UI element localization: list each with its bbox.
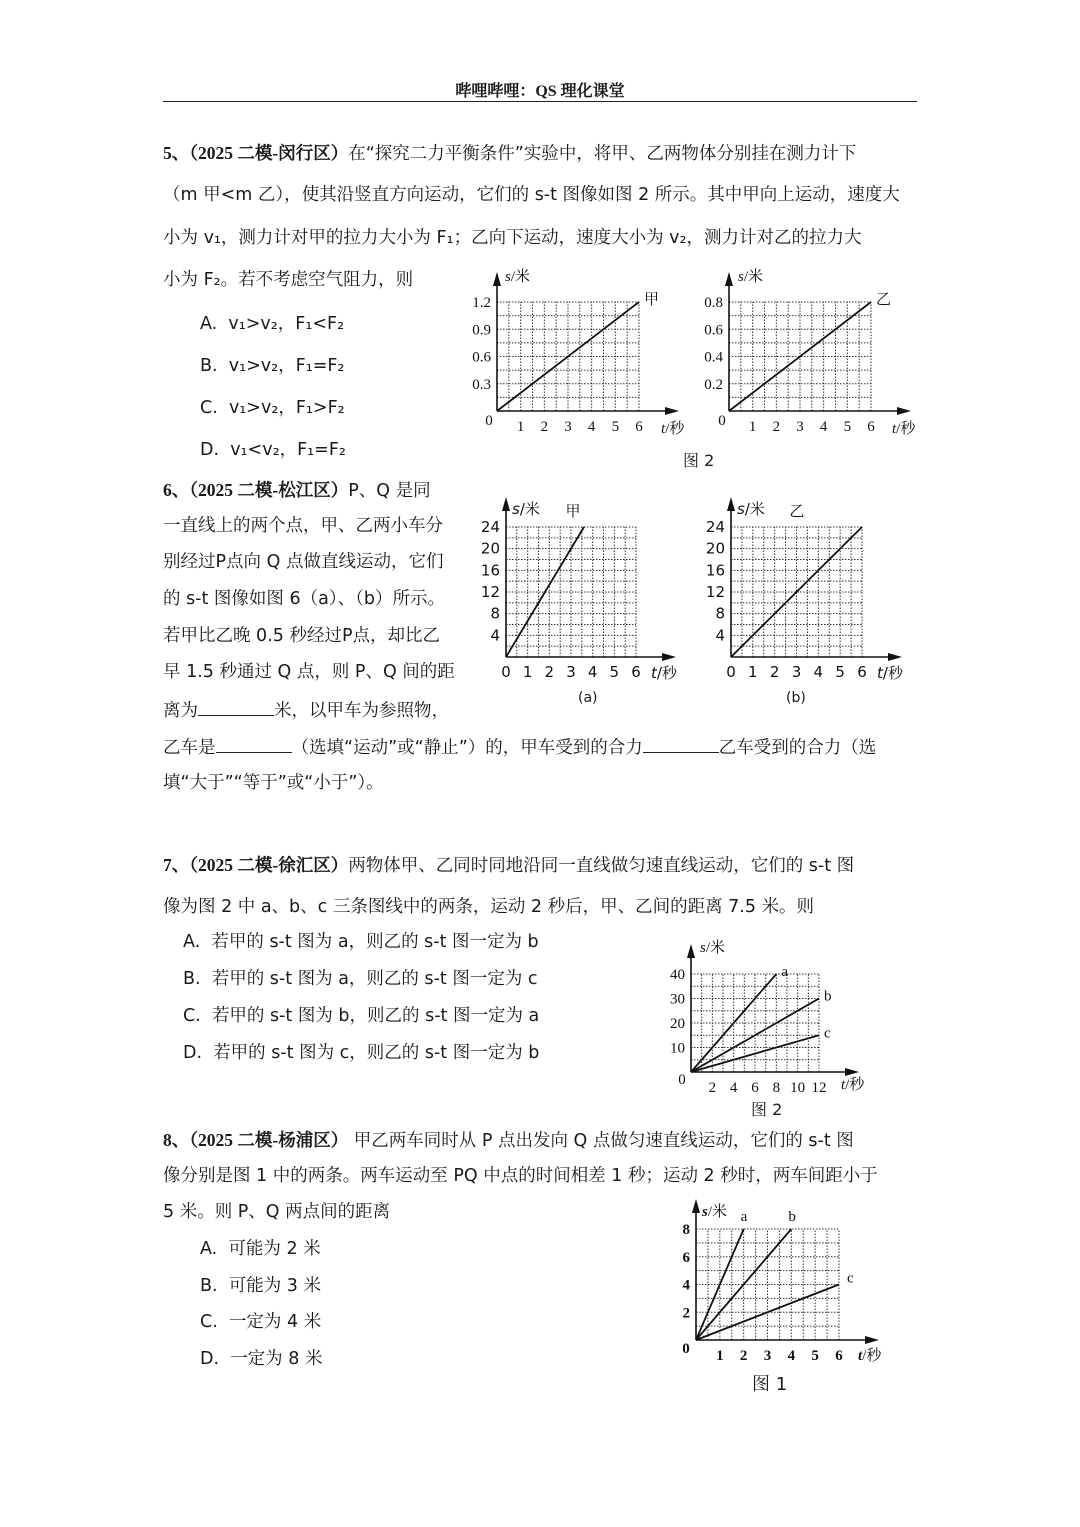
x-axis-label: t/秒 [877, 664, 903, 682]
x-tick-label: 4 [587, 663, 598, 681]
option-label: C. [200, 1312, 218, 1332]
q6-text: P、Q 是同 [348, 481, 431, 501]
x-axis-label: t/秒 [841, 1077, 865, 1093]
x-tick-label: 6 [857, 663, 867, 681]
q5-line-4: 小为 F₂。若不考虑空气阻力，则 [163, 270, 414, 290]
x-tick-label: 6 [867, 419, 875, 435]
option-text: v₁>v₂，F₁=F₂ [228, 356, 345, 376]
x-tick-label: 5 [609, 663, 620, 681]
y-tick-label: 16 [480, 561, 500, 580]
x-tick-label: 5 [835, 663, 845, 681]
x-tick-label: 1 [516, 419, 525, 435]
y-tick-label: 30 [670, 991, 685, 1008]
x-tick-label: 5 [611, 419, 620, 435]
option-label: A. [200, 314, 218, 334]
x-axis-label: t/秒 [651, 664, 677, 682]
x-axis-arrow-icon [865, 1336, 879, 1344]
q6-line-3: 别经过P点向 Q 点做直线运动，它们 [163, 552, 444, 572]
option-label: C. [183, 1006, 201, 1026]
origin-label: 0 [678, 1072, 686, 1088]
option-label: A. [183, 932, 201, 952]
x-tick-label: 3 [791, 663, 802, 681]
q6-line-4: 的 s-t 图像如图 6（a）、（b）所示。 [163, 589, 445, 609]
q6-text: 米，以甲车为参照物， [274, 701, 449, 721]
option-label: B. [200, 1276, 218, 1296]
option-text: v₁<v₂，F₁=F₂ [230, 440, 346, 460]
x-tick-label: 6 [635, 419, 643, 435]
series-label: c [824, 1025, 831, 1042]
y-tick-label: 4 [490, 626, 500, 645]
q7-line-2: 像为图 2 中 a、b、c 三条图线中的两条，运动 2 秒后，甲、乙间的距离 7.5 米。则 [163, 897, 815, 917]
q5-figure-caption: 图 2 [683, 451, 715, 470]
option-label: D. [200, 440, 220, 460]
y-tick-label: 24 [705, 518, 725, 536]
x-tick-label: 0 [726, 663, 736, 681]
y-tick-label: 0.8 [704, 295, 723, 311]
y-axis-label: s/米 [700, 940, 726, 956]
q6-line-5: 若甲比乙晚 0.5 秒经过P点，却比乙 [163, 626, 441, 646]
y-axis-label: s/米 [738, 269, 764, 285]
q6-line-6: 早 1.5 秒通过 Q 点，则 P、Q 间的距 [163, 662, 455, 682]
y-axis-label: s/米 [512, 500, 540, 518]
option-label: B. [200, 356, 218, 376]
q5-text: 在“探究二力平衡条件”实验中，将甲、乙两物体分别挂在测力计下 [348, 144, 857, 164]
option-text: 若甲的 s-t 图为 b，则乙的 s-t 图一定为 a [211, 1006, 540, 1026]
x-tick-label: 4 [819, 419, 828, 435]
q6-caption-a: (a) [578, 690, 598, 706]
x-tick-label: 5 [811, 1348, 819, 1364]
y-tick-label: 16 [705, 561, 725, 580]
option-text: 若甲的 s-t 图为 a，则乙的 s-t 图一定为 b [211, 932, 539, 952]
x-tick-label: 8 [772, 1080, 781, 1096]
option-text: 一定为 4 米 [228, 1312, 322, 1332]
x-tick-label: 10 [790, 1080, 806, 1096]
option-label: B. [183, 969, 201, 989]
x-tick-label: 1 [522, 663, 533, 681]
x-tick-label: 3 [566, 663, 576, 681]
y-tick-label: 2 [682, 1305, 690, 1322]
x-axis-label: t/秒 [892, 421, 916, 437]
y-tick-label: 12 [705, 583, 725, 601]
y-tick-label: 40 [670, 967, 685, 983]
x-tick-label: 6 [631, 663, 641, 681]
x-tick-label: 6 [751, 1080, 759, 1096]
origin-label: 0 [682, 1341, 690, 1357]
q7-text: 两物体甲、乙同时同地沿同一直线做匀速直线运动，它们的 s-t 图 [348, 856, 855, 876]
y-axis-label: s/米 [702, 1204, 728, 1220]
y-tick-label: 0.6 [472, 349, 491, 366]
q8-text: 甲乙两车同时从 P 点出发向 Q 点做匀速直线运动，它们的 s-t 图 [348, 1131, 854, 1151]
q5-number: 5、（2025 二模-闵行区） [163, 143, 349, 163]
y-tick-label: 0.9 [472, 322, 491, 339]
y-tick-label: 20 [480, 539, 500, 558]
series-label: a [740, 1209, 748, 1225]
q7-number: 7、（2025 二模-徐汇区） [163, 855, 349, 875]
x-tick-label: 2 [708, 1080, 717, 1096]
q6-line-2: 一直线上的两个点，甲、乙两小车分 [163, 516, 443, 536]
option-text: 若甲的 s-t 图为 c，则乙的 s-t 图一定为 b [213, 1043, 540, 1063]
option-text: 可能为 2 米 [228, 1239, 321, 1259]
x-tick-label: 3 [763, 1348, 772, 1364]
option-label: A. [200, 1239, 218, 1259]
option-label: D. [200, 1349, 220, 1369]
y-tick-label: 0.6 [704, 322, 723, 339]
x-tick-label: 1 [748, 419, 757, 435]
x-tick-label: 2 [769, 663, 780, 681]
series-label: 乙 [876, 292, 892, 308]
y-tick-label: 10 [670, 1040, 685, 1057]
q8-figure-caption: 图 1 [752, 1374, 788, 1395]
y-tick-label: 8 [490, 604, 500, 623]
y-axis-label: s/米 [737, 500, 765, 518]
x-tick-label: 2 [739, 1348, 748, 1364]
option-text: 若甲的 s-t 图为 a，则乙的 s-t 图一定为 c [211, 969, 538, 989]
x-tick-label: 2 [540, 419, 549, 435]
series-label: a [781, 964, 789, 980]
series-label: b [788, 1209, 796, 1225]
y-axis-arrow-icon [692, 1199, 700, 1213]
q5-line-2: （m 甲<m 乙），使其沿竖直方向运动，它们的 s-t 图像如图 2 所示。其中甲向上运动，速度大 [163, 185, 900, 205]
q6-line-9: 填“大于”“等于”或“小于”）。 [163, 773, 384, 793]
x-tick-label: 12 [811, 1080, 827, 1096]
q6-text: 离为 [163, 701, 198, 721]
y-tick-label: 4 [715, 626, 725, 645]
option-text: v₁>v₂，F₁<F₂ [228, 314, 345, 334]
q8-line-2: 像分别是图 1 中的两条。两车运动至 PQ 中点的时间相差 1 秒；运动 2 秒时，两车间距小于 [163, 1166, 878, 1186]
option-label: D. [183, 1043, 203, 1063]
origin-label: 0 [718, 413, 726, 429]
y-tick-label: 0.2 [704, 376, 723, 393]
x-tick-label: 4 [729, 1080, 738, 1096]
q7-figure-caption: 图 2 [751, 1100, 783, 1119]
series-label: 甲 [644, 292, 660, 308]
q6-text: （选填“运动”或“静止”）的，甲车受到的合力 [291, 738, 643, 758]
x-tick-label: 4 [587, 419, 596, 435]
y-tick-label: 12 [480, 583, 500, 601]
x-axis-label: t/秒 [858, 1348, 882, 1364]
x-tick-label: 4 [813, 663, 824, 681]
y-tick-label: 0.3 [472, 376, 491, 393]
chart-title: 乙 [789, 502, 805, 520]
y-tick-label: 20 [670, 1016, 685, 1032]
x-tick-label: 4 [787, 1348, 796, 1364]
q6-number: 6、（2025 二模-松江区） [163, 480, 349, 500]
page-header-title: 哔哩哔哩：QS 理化课堂 [455, 83, 625, 100]
x-tick-label: 2 [772, 419, 781, 435]
y-tick-label: 24 [480, 518, 500, 536]
q6-text: 乙车受到的合力（选 [718, 738, 877, 758]
y-tick-label: 4 [682, 1277, 690, 1294]
y-tick-label: 6 [682, 1249, 690, 1266]
chart-title: 甲 [565, 502, 581, 520]
series-label: c [847, 1270, 854, 1287]
y-axis-label: s/米 [505, 269, 531, 285]
q6-caption-b: (b) [786, 690, 806, 706]
origin-label: 0 [485, 413, 493, 429]
y-tick-label: 20 [705, 539, 725, 558]
x-tick-label: 2 [544, 663, 555, 681]
x-tick-label: 1 [716, 1348, 724, 1364]
x-tick-label: 3 [564, 419, 572, 435]
x-tick-label: 0 [501, 663, 511, 681]
option-text: 可能为 3 米 [228, 1276, 321, 1296]
x-tick-label: 3 [796, 419, 804, 435]
x-tick-label: 5 [843, 419, 852, 435]
series-label: b [824, 988, 832, 1005]
option-text: 一定为 8 米 [230, 1349, 323, 1369]
q6-text: 乙车是 [163, 738, 216, 758]
q8-number: 8、（2025 二模-杨浦区） [163, 1130, 349, 1150]
y-tick-label: 1.2 [472, 295, 491, 311]
y-tick-label: 0.4 [704, 349, 723, 366]
option-text: v₁>v₂，F₁>F₂ [228, 398, 345, 418]
x-tick-label: 1 [748, 663, 758, 681]
x-axis-label: t/秒 [661, 421, 685, 437]
y-tick-label: 8 [682, 1222, 690, 1238]
q5-line-3: 小为 v₁，测力计对甲的拉力大小为 F₁；乙向下运动，速度大小为 v₂，测力计对乙的拉力大 [163, 228, 862, 248]
x-tick-label: 6 [835, 1348, 843, 1364]
option-label: C. [200, 398, 218, 418]
y-tick-label: 8 [715, 604, 725, 623]
q8-line-3: 5 米。则 P、Q 两点间的距离 [163, 1202, 391, 1222]
